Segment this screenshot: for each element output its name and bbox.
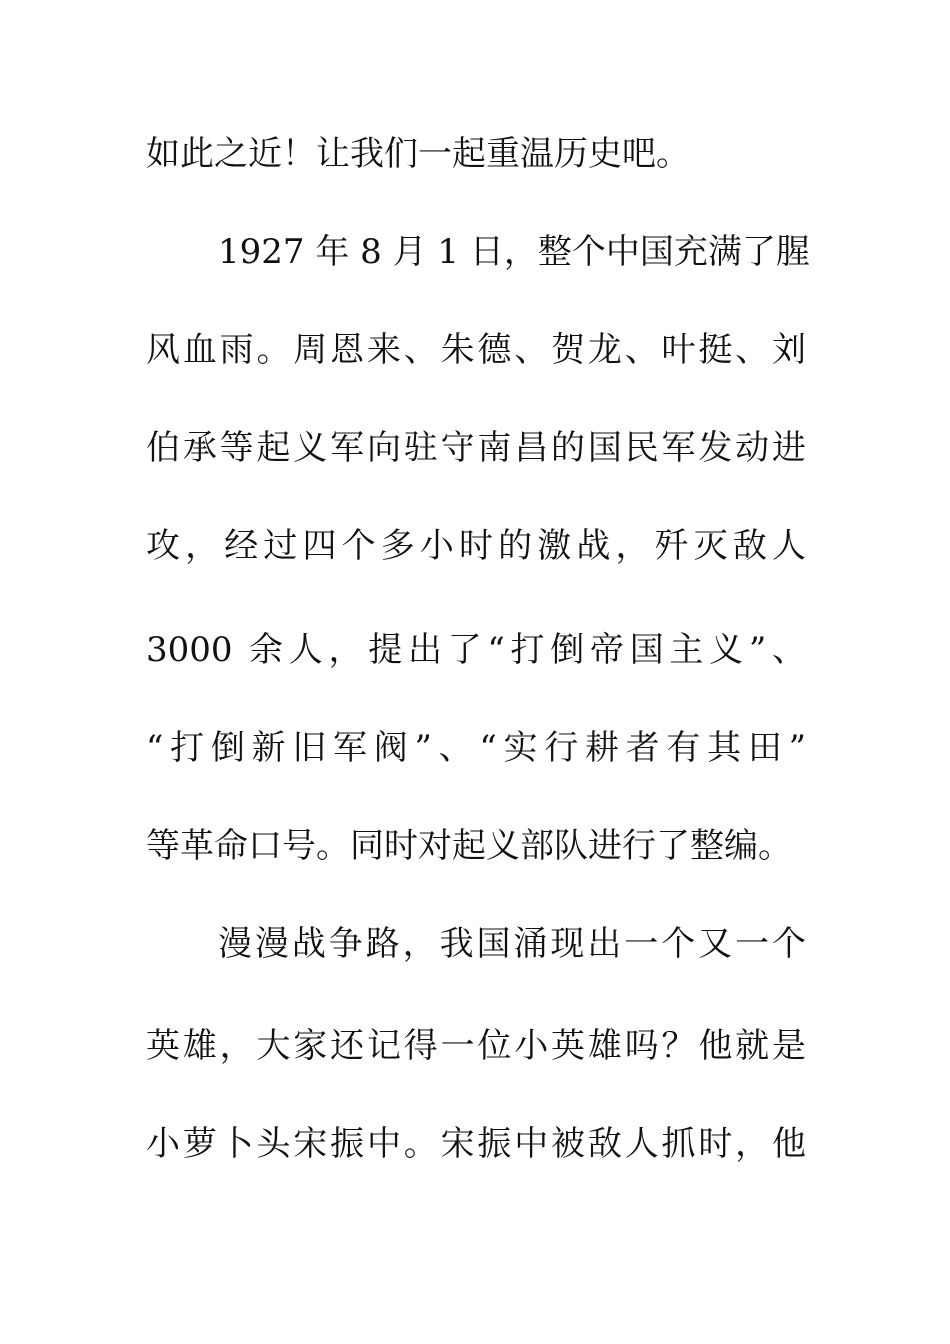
paragraph-line: 风血雨。周恩来、朱德、贺龙、叶挺、刘 xyxy=(146,330,806,370)
paragraph-line: 小萝卜头宋振中。宋振中被敌人抓时，他 xyxy=(146,1124,806,1164)
paragraph-line: 3000 余人，提出了“打倒帝国主义”、 xyxy=(146,630,806,670)
paragraph-line: 等革命口号。同时对起义部队进行了整编。 xyxy=(146,826,792,866)
paragraph-line: 如此之近！让我们一起重温历史吧。 xyxy=(146,134,690,174)
paragraph-line: 伯承等起义军向驻守南昌的国民军发动进 xyxy=(146,428,806,468)
paragraph-line: 漫漫战争路，我国涌现出一个又一个 xyxy=(218,924,806,964)
paragraph-line: “打倒新旧军阀”、“实行耕者有其田” xyxy=(146,728,806,768)
paragraph-line: 攻，经过四个多小时的激战，歼灭敌人 xyxy=(146,526,806,566)
paragraph-line: 英雄，大家还记得一位小英雄吗？他就是 xyxy=(146,1026,806,1066)
paragraph-line: 1927 年 8 月 1 日，整个中国充满了腥 xyxy=(218,232,810,272)
